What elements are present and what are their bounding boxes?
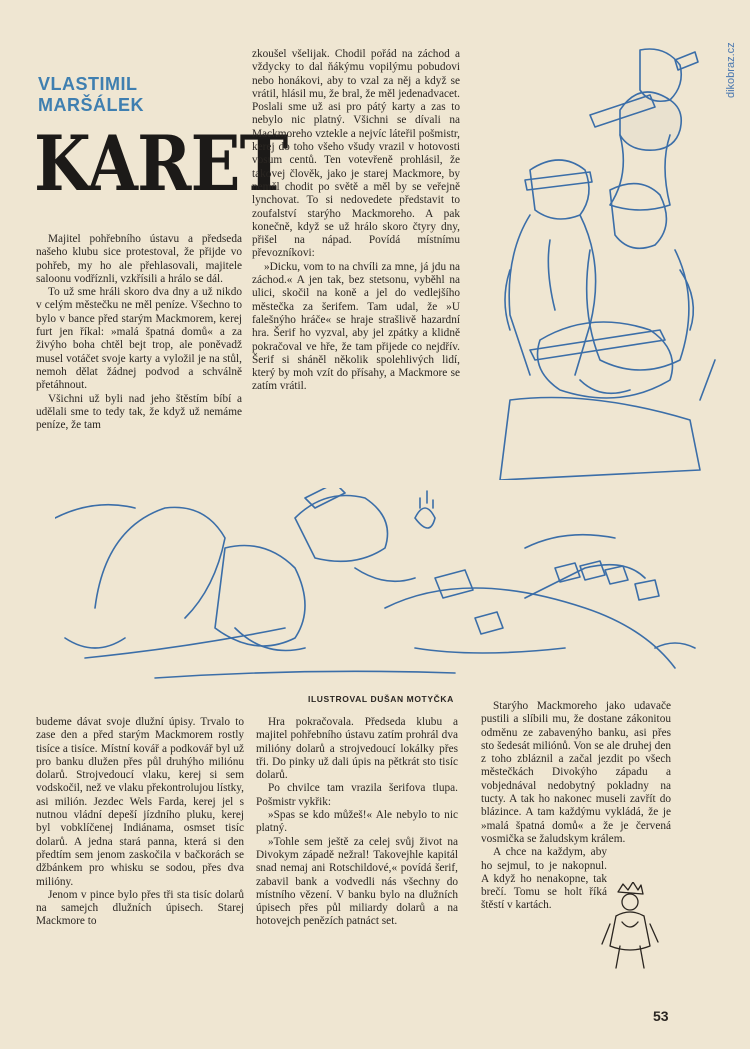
paragraph: Všichni už byli nad jeho štěstím bíbí a udělali sme to tedy tak, že když už nemáme peníze, že tam xyxy=(36,392,242,432)
paragraph: budeme dávat svoje dlužní úpisy. Trvalo to zase den a před starým Mackmorem rostly tisíce a tisíce. Místní kovář a podkovář byl už pro banku dlužen přes půl druhýho miliónu dolarů. Strojvedoucí vlaku, kerej si sem vodskočil, než ve vlaku překontrolujou lístky, asi milión. Jezdec Wels Farda, kerej jel s nutnou vládní depeší jízdního pluku, kerej byl vobklíčenej Indiánama, osmset tisíc dolarů. A jedna stará panna, která si den předtím sem jenom zaskočila v bačkorách se džbánkem pro whisku se sodou, přes dva milióny. xyxy=(36,716,244,888)
paragraph: A chce na každym, aby ho sejmul, to je nakopnul. A když ho nenakopne, tak brečí. Tomu se holt říká štěstí v kartách. xyxy=(481,846,607,912)
paragraph: Hra pokračovala. Předseda klubu a majitel pohřebního ústavu zatím prohrál dva milióny dolarů a strojvedoucí lokálky přes tři. Do pinky už dali úpis na pětkrát sto tisíc dolarů. xyxy=(256,716,458,782)
paragraph: Po chvilce tam vrazila šerifova tlupa. Pošmistr vykřik: xyxy=(256,782,458,808)
paragraph: »Tohle sem ještě za celej svůj život na Divokym západě nežral! Takovejhle kapitál snad nemaj ani Rotschildové,« povídá šerif, zabavil bank a vodvedli nás všechny do místního vězení. V banku bylo na dlužních úpisech přes půl miliardy dolarů a na hotovejch penězích patnáct set. xyxy=(256,835,458,928)
illustration-card-table xyxy=(55,488,725,688)
text-column-2 xyxy=(252,48,460,394)
illustration-credit: ILUSTROVAL DUŠAN MOTYČKA xyxy=(308,694,454,704)
paragraph: Starýho Mackmoreho jako udavače pustili a slíbili mu, že dostane zákonitou odměnu ze zabavenýho banku, asi přes sto šedesát miliónů. Von se ale druhej den z toho zbláznil a začal jezdit po všech městečkách Divokýho západu a vobjednával nedobytný pokladny na tucty. A tak ho nakonec museli zavřít do blázince. A tam každýmu vykládá, že je »malá špatná domů« a že je červená vosmička se žaludskym králem. xyxy=(481,700,671,845)
text-column-3 xyxy=(36,716,244,929)
text-column-5 xyxy=(481,700,671,913)
paragraph: zkoušel všelijak. Chodil pořád na záchod a vždycky to dal ňákýmu vopilýmu pobudovi nebo honákovi, aby to vzal za něj a když se vrátil, hlásil mu, že bral, že měl jedenadvacet. Poslali sme už asi pro pátý karty a zas to nebylo nic platný. Všichni se dívali na Mackmoreho vztekle a nejvíc láteřil pošmistr, kerej do toho všeho všudy vrazil v hotovosti vosum centů. Ten votevřeně prohlásil, že takovej člověk, jako je starej Mackmore, by neměl chodit po světě a měl by se veřejně lynchovat. To si nedovedete představit to zoufalství starýho Mackmoreho. A pak konečně, když se už hrálo skoro čtyry dny, přišel na nápad. Povídá místnímu převozníkovi: xyxy=(252,48,460,260)
paragraph: Majitel pohřebního ústavu a předseda našeho klubu sice protestoval, že přijde vo pohřeb, my ho ale přehlasovali, majitele saloonu vodříznli, vzkřísili a hrálo se dál. xyxy=(36,233,242,285)
watermark: dikobraz.cz xyxy=(725,42,737,98)
illustration-players xyxy=(470,40,720,480)
text-column-1 xyxy=(36,233,242,432)
author-name: VLASTIMIL MARŠÁLEK xyxy=(38,74,144,115)
page-number: 53 xyxy=(653,1008,669,1024)
illustration-king-card-figure xyxy=(596,882,662,974)
story-title: KARET xyxy=(34,119,288,208)
paragraph: »Spas se kdo můžeš!« Ale nebylo to nic platný. xyxy=(256,809,458,835)
paragraph: To už sme hráli skoro dva dny a už nikdo v celým městečku ne měl peníze. Všechno to bylo v bance před starým Mackmorem, kerej furt jen říkal: »malá špatná domů« a za živýho boha chtěl bejt trop, ale poněvadž musel votáčet svoje karty a vyložil je na stůl, nemoh dělat žádnej podvod a schválně přetáhnout. xyxy=(36,286,242,392)
paragraph: Jenom v pince bylo přes tři sta tisíc dolarů na samejch dlužních úpisech. Starej Mackmore to xyxy=(36,888,244,928)
paragraph: »Dicku, vom to na chvíli za mne, já jdu na záchod.« A jen tak, bez stetsonu, vyběhl na ulici, skočil na koně a jel do vedlejšího městečka za šerifem. Tam udal, že »U falešnýho hráče« se hraje strašlivě hazardní hra. Šerif ho vyzval, aby jel zpátky a klidně pokračoval ve hře, že tam přijede co nejdřív. Šerif si sháněl několik spolehlivých lidí, který by moh vzít do přísahy, a Mackmore se zatím vrátil. xyxy=(252,260,460,393)
text-column-4 xyxy=(256,716,458,929)
